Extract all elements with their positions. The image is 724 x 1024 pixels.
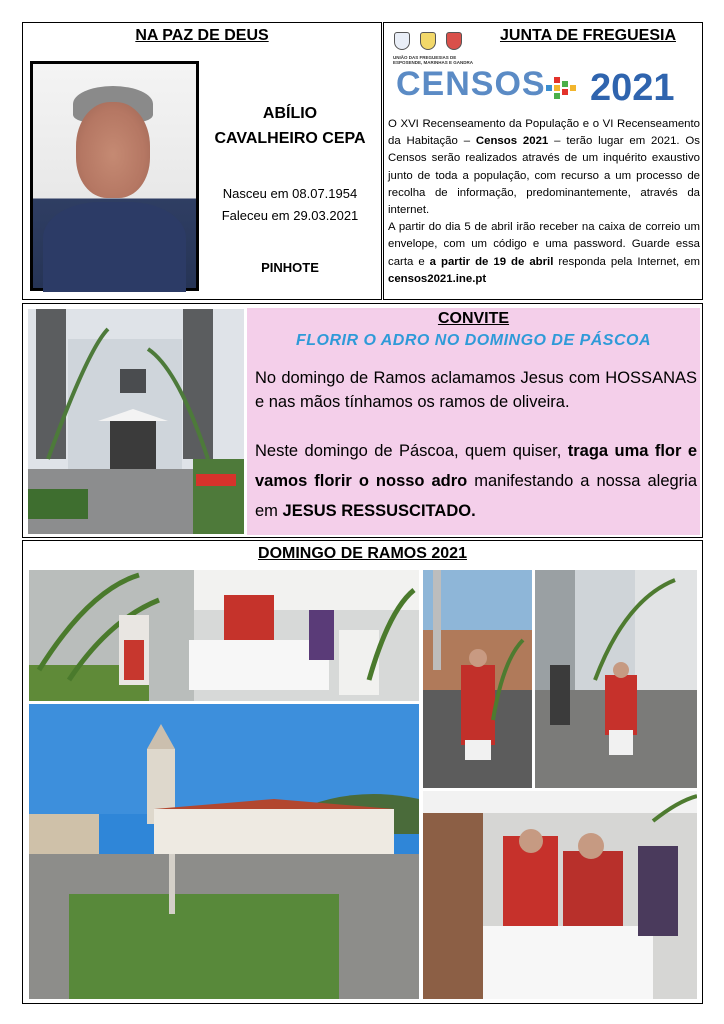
obituary-box xyxy=(22,22,382,300)
junta-text: O XVI Recenseamento da População e o VI Recenseamento da Habitação – Censos 2021 – terão lugar em 2021. Os Censos serão realizados através de um inquérito exaustivo junto de toda a população, com recurso a um processo de recolha de informação, predominantemente, através da internet. A partir do dia 5 de abril irão receber na caixa de correio um envelope, com um código e uma password. Guarde essa carta e a partir de 19 de abril responda pela Internet, em censos2021.ine.pt xyxy=(388,118,700,285)
convite-subtitle: FLORIR O ADRO NO DOMINGO DE PÁSCOA xyxy=(295,332,652,349)
deceased-name: ABÍLIO CAVALHEIRO CEPA xyxy=(214,105,366,147)
censos-link[interactable]: censos2021.ine.pt xyxy=(388,272,487,285)
procession-photo xyxy=(535,570,697,788)
born-date: Nasceu em 08.07.1954 xyxy=(222,186,358,201)
junta-box xyxy=(383,22,703,300)
convite-title: CONVITE xyxy=(437,310,510,327)
obituary-title: NA PAZ DE DEUS xyxy=(135,27,269,44)
junta-org: UNIÃO DAS FREGUESIAS DE ESPOSENDE, MARINHAS E GANDRA xyxy=(393,55,474,65)
junta-title: JUNTA DE FREGUESIA xyxy=(499,27,676,44)
censos-logo-year: 2021 xyxy=(590,67,675,109)
convite-paragraph-1: No domingo de Ramos aclamamos Jesus com HOSSANAS e nas mãos tínhamos os ramos de oliveira. xyxy=(255,369,697,411)
church-square-photo xyxy=(29,704,419,999)
crest-icon-2 xyxy=(420,32,436,50)
bishop-palm-photo xyxy=(423,570,532,788)
crest-icon-3 xyxy=(446,32,462,50)
church-front-photo xyxy=(28,309,244,534)
convite-panel xyxy=(247,308,700,535)
place: PINHOTE xyxy=(261,260,319,275)
convite-paragraph-2: Neste domingo de Páscoa, quem quiser, traga uma flor e vamos florir o nosso adro manifestando a nossa alegria em JESUS RESSUSCITADO. xyxy=(255,442,698,520)
convite-box xyxy=(22,303,703,538)
censos-logo-dots-icon xyxy=(544,73,584,105)
portrait-photo xyxy=(30,61,199,291)
died-date: Faleceu em 29.03.2021 xyxy=(221,208,359,223)
altar-closeup-photo xyxy=(423,791,697,999)
censos-logo-word: CENSOS xyxy=(396,65,546,103)
ramos-box xyxy=(22,540,703,1004)
crest-icon-1 xyxy=(394,32,410,50)
dates xyxy=(205,183,375,227)
altar-mass-photo xyxy=(29,570,419,701)
ramos-title: DOMINGO DE RAMOS 2021 xyxy=(258,545,467,562)
